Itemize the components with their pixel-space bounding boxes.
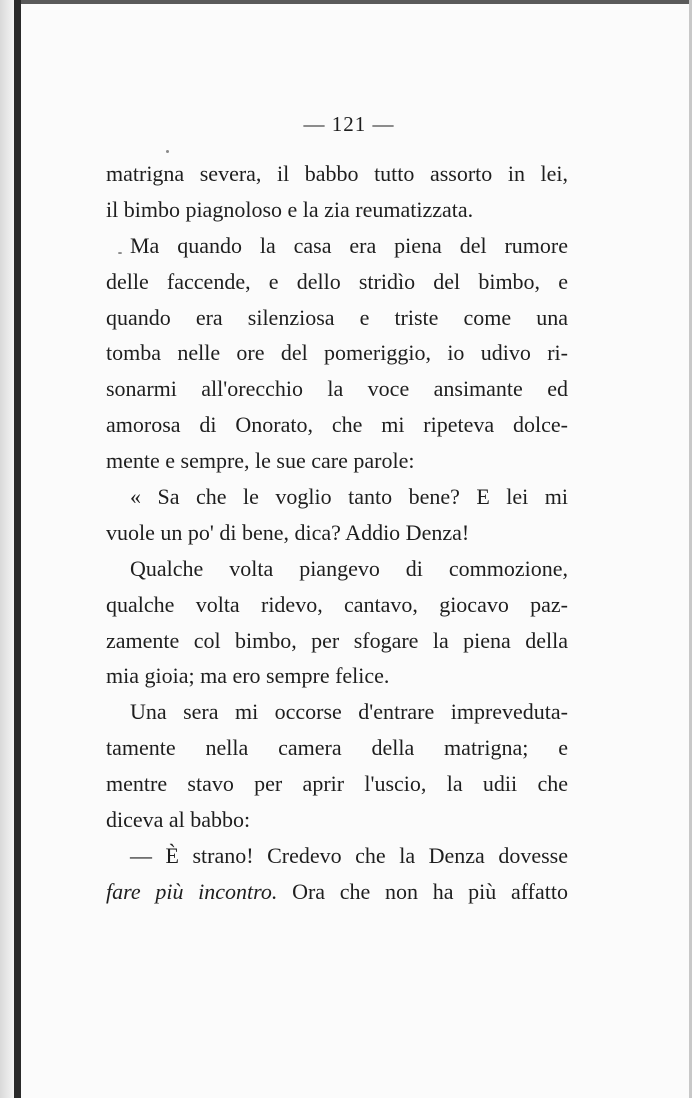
page-top-edge <box>0 0 692 4</box>
text-line: Ma quando la casa era piena del rumore <box>130 232 568 258</box>
text-line-final <box>106 874 568 910</box>
text-line: — È strano! Credevo che la Denza dovesse <box>130 842 568 868</box>
text-line: mente e sempre, le sue care parole: <box>106 448 415 474</box>
text-line: tamente nella camera della matrigna; e <box>106 735 568 761</box>
binding-shadow <box>0 0 14 1098</box>
body-text <box>106 156 568 910</box>
text-line: Una sera mi occorse d'entrare impreveduta- <box>130 699 568 725</box>
text-line: amorosa di Onorato, che mi ripeteva dolce- <box>106 412 568 438</box>
ink-speck <box>166 150 169 153</box>
page-number: — 121 — <box>303 112 395 136</box>
text-line: matrigna severa, il babbo tutto assorto in lei, <box>106 161 568 186</box>
italic-phrase: fare più incontro. <box>106 878 278 904</box>
text-line: qualche volta ridevo, cantavo, giocavo paz- <box>106 591 568 617</box>
text-line: quando era silenziosa e triste come una <box>106 304 568 330</box>
text-fragment: Ora che non ha più affatto <box>277 878 568 904</box>
text-line: « Sa che le voglio tanto bene? E lei mi <box>130 484 568 510</box>
text-line: tomba nelle ore del pomeriggio, io udivo ri- <box>106 340 568 366</box>
text-line: zamente col bimbo, per sfogare la piena della <box>106 627 568 653</box>
text-line: delle faccende, e dello stridìo del bimbo, e <box>106 268 568 294</box>
text-line: sonarmi all'orecchio la voce ansimante ed <box>106 376 568 402</box>
book-binding-edge <box>14 0 21 1098</box>
text-line: Qualche volta piangevo di commozione, <box>130 555 568 581</box>
text-line: diceva al babbo: <box>106 807 251 833</box>
text-line: mia gioia; ma ero sempre felice. <box>106 663 390 689</box>
text-line: il bimbo piagnoloso e la zia reumatizzata. <box>106 196 474 222</box>
text-line: mentre stavo per aprir l'uscio, la udii che <box>106 771 568 797</box>
text-line: vuole un po' di bene, dica? Addio Denza! <box>106 519 470 545</box>
